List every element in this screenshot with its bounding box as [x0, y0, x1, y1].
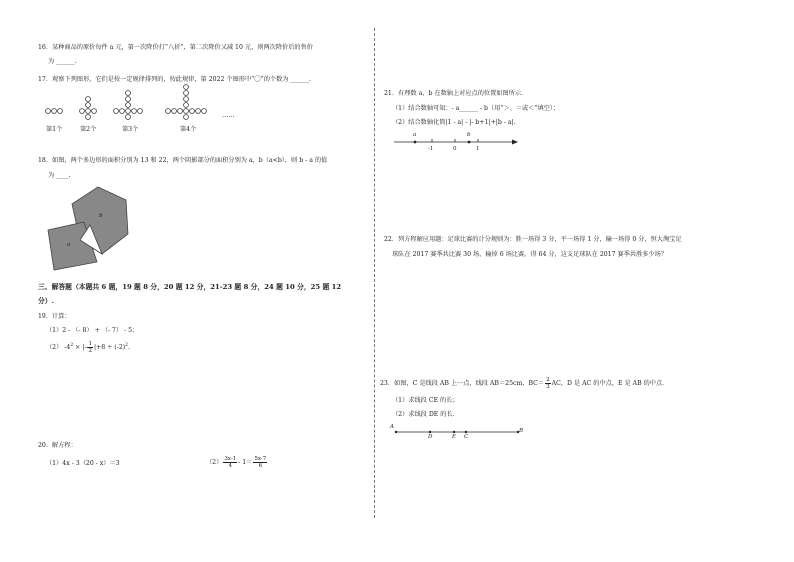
q19-p2-exp2: 2	[125, 342, 129, 348]
q20-title: 20．解方程：	[38, 442, 77, 449]
q17-caption-2: 第2个	[80, 126, 97, 133]
q19-p2-exp: 2	[70, 342, 74, 348]
section3-heading-line1: 三、解答题（本题共 6 题，19 题 8 分，20 题 12 分，21-23 题 8 分，24 题 10 分，25 题 12	[38, 283, 342, 291]
q19-p2-frac-num: 1	[88, 341, 92, 347]
q21-part2: （2）结合数轴化简|1 - a| - |- b+1|+|b - a|.	[392, 119, 516, 126]
q17-ellipsis: ……	[222, 112, 235, 119]
q19-p2-frac-den: 2	[88, 348, 92, 354]
q23-point-E: E	[452, 434, 457, 440]
q22-text-line1: 22．列方程解应用题：足球比赛的计分规则为：胜一场得 3 分，平一场得 1 分，输一场得 0 分，恒大淘宝足	[384, 236, 682, 243]
q23-point-A: A	[390, 424, 394, 430]
q19-part1: （1）2 - （- 8） + （- 7） - 5；	[46, 327, 139, 334]
q23-point-C: C	[464, 434, 469, 440]
q18-label-b: b	[99, 213, 103, 219]
q18-label-a: a	[67, 242, 71, 248]
q21-number-line-figure	[392, 128, 522, 158]
q19-p2-prefix: （2） -4	[46, 344, 71, 351]
q17-caption-3: 第3个	[122, 126, 139, 133]
q18-text-line1: 18．如图，两个多边形的面积分别为 13 和 22，两个阴影部分的面积分别为 a，b（a<b），则 b - a 的值	[38, 157, 328, 164]
q20-p2-prefix: （2）	[206, 459, 223, 466]
q19-title: 19．计算：	[38, 313, 71, 320]
q23-point-D: D	[428, 434, 433, 440]
q17-circle-pattern-figure	[40, 84, 250, 136]
section3-heading-line2: 分）.	[38, 297, 54, 305]
q20-f2-den: 6	[258, 463, 263, 469]
q19-p2-end: .	[128, 344, 131, 351]
q20-part1: （1）4x - 3（20 - x）＝3	[46, 460, 120, 467]
q22-text-line2: 球队在 2017 赛季共比赛 30 场，输掉 6 场比赛，得 64 分，这支足球队在 2017 赛季共胜多少场？	[392, 251, 668, 258]
q23-part2: （2）求线段 DE 的长．	[392, 411, 459, 418]
q23-prefix: 23．如图，C 是线段 AB 上一点，线段 AB＝25cm，BC＝	[380, 380, 545, 387]
q17-text: 17．观察下列图形，它们是按一定规律排列的，按此规律，第 2022 个图形中“〇”的个数为 ______.	[38, 76, 311, 83]
q23-frac-num: 2	[546, 377, 550, 383]
q23-suffix: AC，D 是 AC 的中点，E 是 AB 的中点．	[551, 380, 669, 387]
q21-axis-label-1: 1	[476, 146, 480, 152]
q23-segment-figure	[390, 426, 530, 446]
q21-axis-label-neg1: -1	[428, 146, 434, 152]
q19-part2	[46, 341, 130, 354]
q23-part1: （1）求线段 CE 的长；	[392, 397, 459, 404]
q18-polygons-figure	[40, 182, 140, 272]
q23-fraction	[545, 377, 551, 390]
column-divider	[374, 28, 376, 518]
q20-f1-den: 4	[228, 463, 232, 469]
q20-p2-fraction-1	[223, 456, 237, 469]
q19-p2-mid: × |-	[73, 344, 87, 351]
q21-axis-label-b: b	[467, 132, 471, 138]
q21-part1: （1）结合数轴可知：- a______ - b（用“＞、＝或＜”填空）；	[392, 105, 560, 112]
q17-caption-1: 第1个	[46, 126, 63, 133]
q21-axis-label-a: a	[413, 132, 417, 138]
q20-part2	[206, 456, 268, 469]
q17-caption-4: 第4个	[180, 126, 197, 133]
q23-point-B: B	[519, 428, 524, 434]
q18-text-line2: 为 ____.	[48, 172, 71, 179]
q20-f1-num: 3x-1	[224, 456, 237, 462]
q19-p2-fraction	[87, 341, 93, 354]
q16-text-line2: 为 ______.	[48, 58, 77, 65]
q23-text	[380, 377, 668, 390]
q19-p2-suffix: |+8 ÷ (-2)	[93, 344, 126, 351]
q21-axis-label-0: 0	[453, 146, 457, 152]
q21-text: 21．有理数 a，b 在数轴上对应点的位置如图所示．	[384, 90, 528, 97]
q16-text-line1: 16．某种商品的原价每件 a 元，第一次降价打“八折”，第二次降价又减 10 元，则两次降价后的售价	[38, 44, 313, 51]
q20-p2-mid: - 1＝	[238, 459, 253, 466]
q20-f2-num: 5x-7	[254, 456, 267, 462]
q23-frac-den: 3	[546, 384, 550, 390]
q20-p2-fraction-2	[253, 456, 267, 469]
